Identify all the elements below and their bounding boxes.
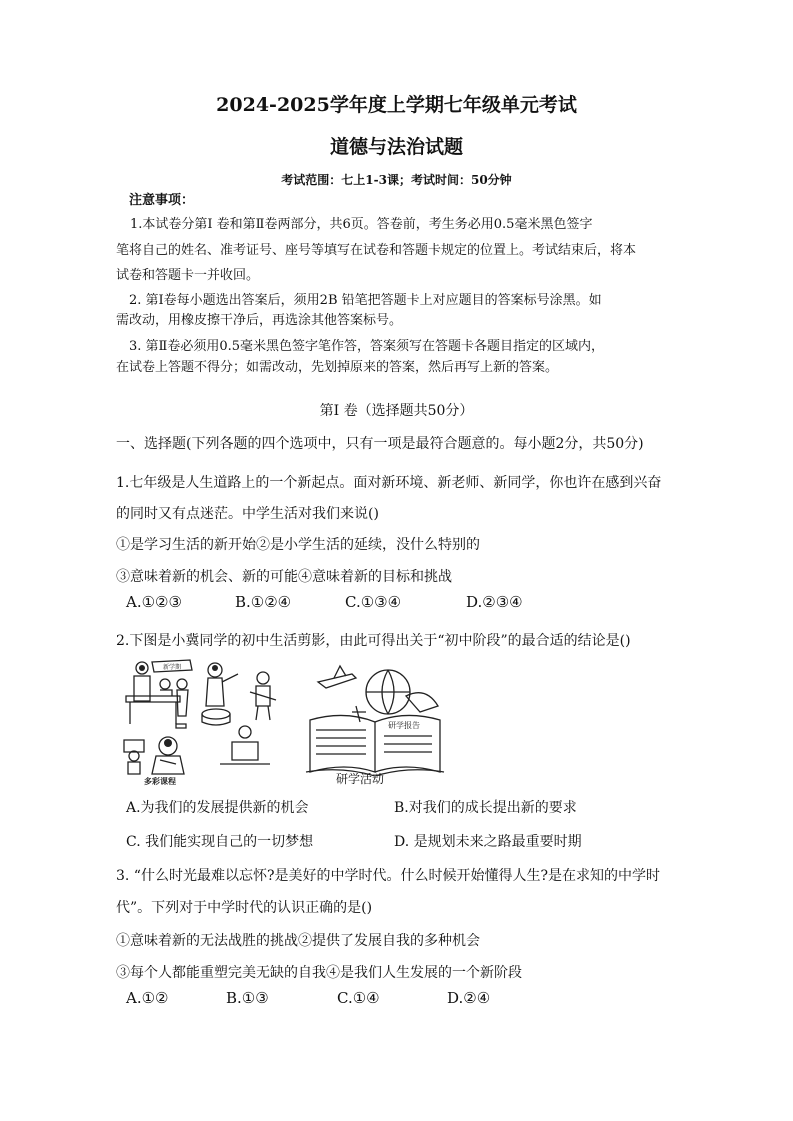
q1-option-c: C.①③④ [345,593,402,611]
illustration-banner-text: 新学期 [162,664,182,671]
notice-item-3-line-1: 3. 第Ⅱ卷必须用0.5毫米黑色签字笔作答，答案须写在答题卡各题目指定的区域内， [129,339,605,354]
q3-option-d: D.②④ [447,989,491,1007]
q1-option-b: B.①②④ [235,593,292,611]
q2-option-c: C. 我们能实现自己的一切梦想 [126,834,314,850]
notice-item-2-line-2: 需改动，用橡皮擦干净后，再选涂其他答案标号。 [116,313,403,328]
notice-item-3-line-2: 在试卷上答题不得分；如需改动，先划掉原来的答案，然后再写上新的答案。 [116,360,559,375]
illustration-book-text: 研学报告 [388,721,420,730]
q1-statement-2: ③意味着新的机会、新的可能④意味着新的目标和挑战 [116,569,452,585]
subject-title: 道德与法治试题 [329,136,463,158]
q3-option-c: C.①④ [337,989,380,1007]
q3-statement-1: ①意味着新的无法战胜的挑战②提供了发展自我的多种机会 [116,933,480,949]
part1-instruction: 一、选择题(下列各题的四个选项中，只有一项是最符合题意的。每小题2分，共50分) [116,436,644,452]
q2-stem: 2.下图是小冀同学的初中生活剪影，由此可得出关于“初中阶段”的最合适的结论是() [116,633,631,649]
notice-item-1-line-1: 1.本试卷分第Ⅰ 卷和第Ⅱ卷两部分，共6页。答卷前，考生务必用0.5毫米黑色签字 [130,217,593,232]
q3-stem-line-2: 代”。下列对于中学时代的认识正确的是() [116,900,373,916]
q2-option-a: A.为我们的发展提供新的机会 [126,800,309,816]
notice-item-1-line-2: 笔将自己的姓名、准考证号、座号等填写在试卷和答题卡规定的位置上。考试结束后，将本 [116,243,637,258]
q1-option-a: A.①②③ [126,593,182,611]
school-life-illustration [120,656,450,786]
illustration-course-text: 多彩课程 [144,777,176,786]
q2-image-caption: 研学活动 [336,772,385,786]
q1-option-d: D.②③④ [466,593,523,611]
q1-statement-1: ①是学习生活的新开始②是小学生活的延续，没什么特别的 [116,537,480,553]
notice-item-2-line-1: 2. 第Ⅰ卷每小题选出答案后，须用2B 铅笔把答题卡上对应题目的答案标号涂黑。如 [129,293,602,308]
exam-title: 2024-2025学年度上学期七年级单元考试 [216,94,577,116]
notice-item-1-line-3: 试卷和答题卡一并收回。 [116,268,260,283]
part1-title: 第Ⅰ 卷（选择题共50分） [319,403,474,419]
q3-statement-2: ③每个人都能重塑完美无缺的自我④是我们人生发展的一个新阶段 [116,965,522,981]
notice-heading: 注意事项： [129,193,195,208]
q1-stem-line-1: 1.七年级是人生道路上的一个新起点。面对新环境、新老师、新同学，你也许在感到兴奋 [116,475,662,491]
q3-option-b: B.①③ [226,989,269,1007]
q3-option-a: A.①② [126,989,169,1007]
exam-scope: 考试范围：七上1-3课；考试时间：50分钟 [281,173,512,187]
q1-stem-line-2: 的同时又有点迷茫。中学生活对我们来说() [116,506,379,522]
q2-option-b: B.对我们的成长提出新的要求 [394,800,577,816]
q2-option-d: D. 是规划未来之路最重要时期 [394,834,582,850]
q3-stem-line-1: 3. “什么时光最难以忘怀?是美好的中学时代。什么时候开始懂得人生?是在求知的中学时 [116,868,660,884]
